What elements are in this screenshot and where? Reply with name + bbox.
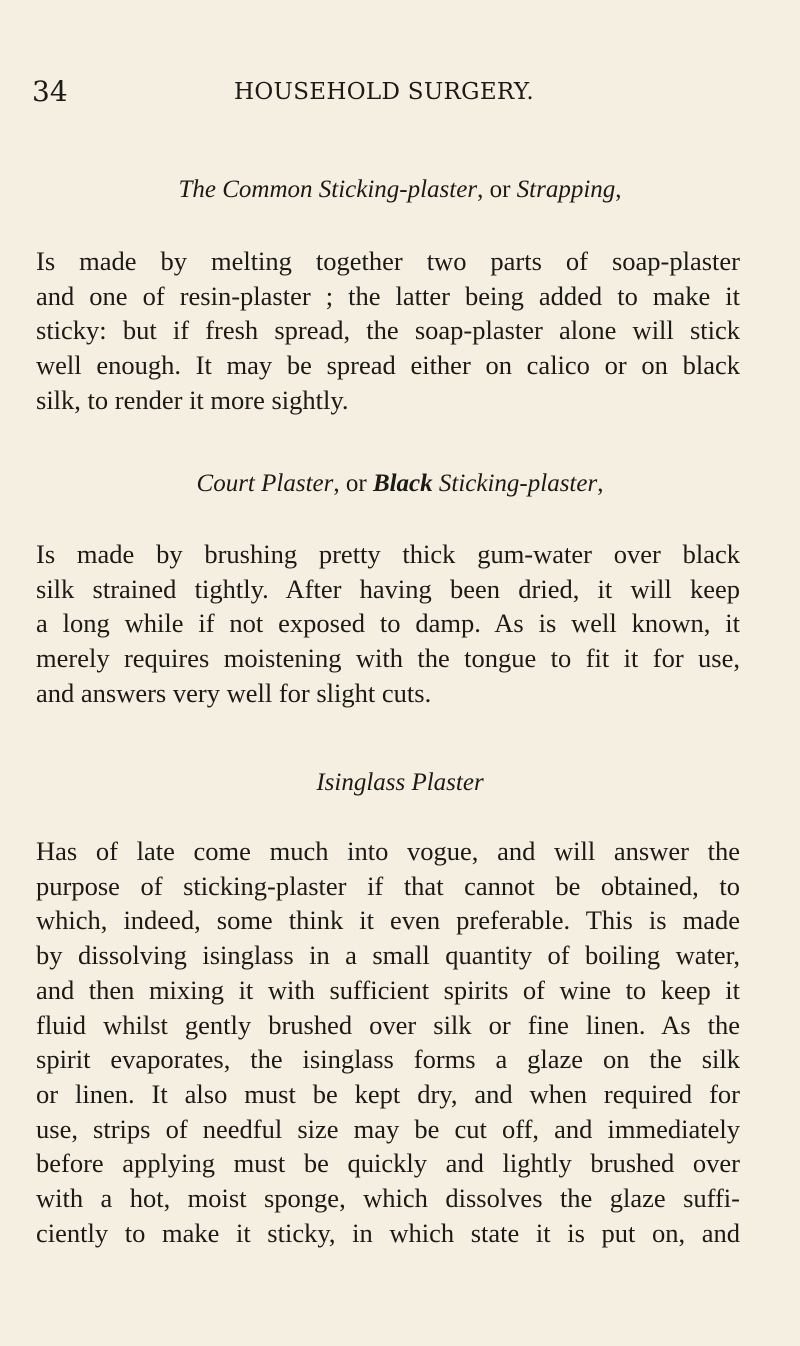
paragraph-isinglass-plaster [36,834,740,1250]
text-line: before applying must be quickly and lightly brushed over [36,1148,740,1179]
heading-part: The Common Sticking-plaster [178,176,478,203]
text-line: silk, to render it more sightly. [36,384,349,415]
text-line: with a hot, moist sponge, which dissolves the glaze suffi- [36,1183,740,1214]
heading-part: Sticking-plaster [432,470,598,497]
text-line: ciently to make it sticky, in which state it is put on, and [36,1217,740,1248]
heading-part: Black [372,470,433,497]
text-line: purpose of sticking-plaster if that cannot be obtained, to [36,870,740,901]
heading-part: , [597,470,604,497]
text-line: and answers very well for slight cuts. [36,677,432,708]
text-line: fluid whilst gently brushed over silk or fine linen. As the [36,1009,740,1040]
text-line: use, strips of needful size may be cut off, and immediately [36,1113,740,1144]
text-line: a long while if not exposed to damp. As is well known, it [36,608,740,639]
paragraph-court-plaster [36,537,740,711]
text-line: silk strained tightly. After having been dried, it will keep [36,573,740,604]
paragraph-common-sticking-plaster [36,244,740,418]
section-heading-court-plaster [0,466,800,502]
page-header [32,74,736,110]
running-title: HOUSEHOLD SURGERY. [234,79,534,105]
section-heading-isinglass-plaster [0,765,800,801]
text-line: or linen. It also must be kept dry, and when required for [36,1078,740,1109]
heading-part: Court Plaster [196,470,334,497]
text-line: Has of late come much into vogue, and will answer the [36,836,740,866]
text-line: merely requires moistening with the tongue to fit it for use, [36,643,740,674]
section-heading-common-sticking-plaster [0,172,800,208]
text-line: sticky: but if fresh spread, the soap-plaster alone will stick [36,315,740,346]
heading-part: Strapping [516,176,616,203]
heading-part: Isinglass Plaster [316,769,484,796]
text-line: well enough. It may be spread either on calico or on black [36,350,740,381]
heading-part: , or [333,470,373,497]
page-number: 34 [32,75,68,108]
text-line: spirit evaporates, the isinglass forms a glaze on the silk [36,1044,740,1075]
text-line: and one of resin-plaster ; the latter being added to make it [36,280,740,311]
text-line: and then mixing it with sufficient spirits of wine to keep it [36,974,740,1005]
heading-part: , [615,176,622,203]
heading-part: , or [477,176,517,203]
text-line: which, indeed, some think it even preferable. This is made [36,905,740,936]
text-line: Is made by melting together two parts of soap-plaster [36,246,740,276]
text-line: by dissolving isinglass in a small quantity of boiling water, [36,940,740,971]
text-line: Is made by brushing pretty thick gum-water over black [36,539,740,569]
